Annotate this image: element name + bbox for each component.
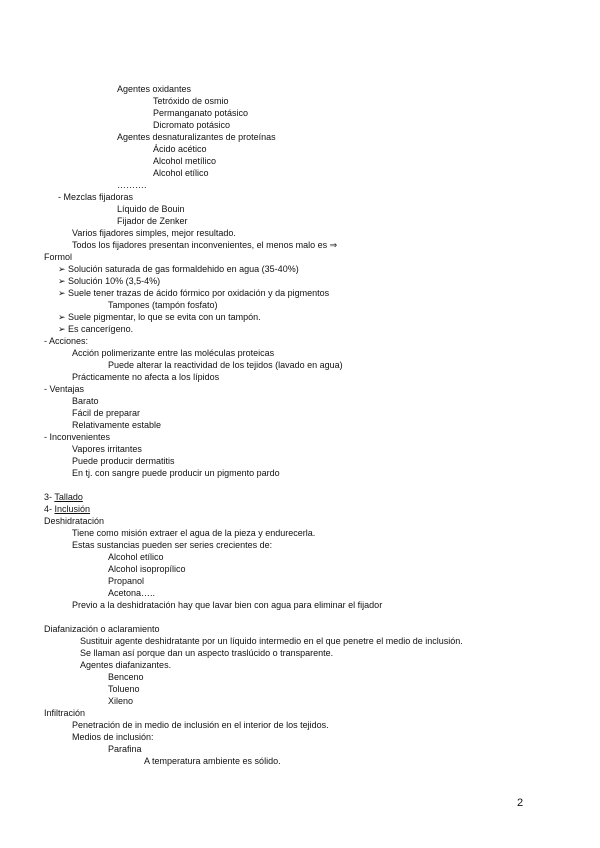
text-line: Benceno	[108, 672, 144, 682]
text-line: Medios de inclusión:	[72, 732, 154, 742]
text-line: Fijador de Zenker	[117, 216, 188, 226]
text-line: Sustituir agente deshidratante por un líquido intermedio en el que penetre el medio de inclusión.	[80, 636, 463, 646]
text-line: Diafanización o aclaramiento	[44, 624, 160, 634]
text-line: En tj. con sangre puede producir un pigmento pardo	[72, 468, 280, 478]
text-line: - Mezclas fijadoras	[58, 192, 134, 202]
text-line: Estas sustancias pueden ser series crecientes de:	[72, 540, 273, 550]
text-line: Líquido de Bouin	[117, 204, 185, 214]
bullet-item: ➢ Suele pigmentar, lo que se evita con un tampón.	[58, 312, 261, 322]
text-line: Propanol	[108, 576, 145, 586]
text-line: Vapores irritantes	[72, 444, 142, 454]
text-line: Barato	[72, 396, 99, 406]
text-line: Todos los fijadores presentan inconvenientes, el menos malo es ⇒	[72, 240, 338, 250]
bullet-item: ➢ Solución 10% (3,5-4%)	[58, 276, 161, 286]
text-line: Tetróxido de osmio	[153, 96, 229, 106]
text-line: Dicromato potásico	[153, 120, 231, 130]
text-line: Agentes oxidantes	[117, 84, 192, 94]
text-line: Tolueno	[108, 684, 140, 694]
text-line: Puede alterar la reactividad de los tejidos (lavado en agua)	[108, 360, 343, 370]
text-line: - Acciones:	[44, 336, 89, 346]
section-title: Inclusión	[54, 504, 91, 514]
page-number: 2	[517, 797, 524, 809]
text-line: Puede producir dermatitis	[72, 456, 175, 466]
text-line: Alcohol metílico	[153, 156, 217, 166]
bullet-item: ➢ Suele tener trazas de ácido fórmico por oxidación y da pigmentos	[58, 288, 330, 298]
text-line: Acción polimerizante entre las moléculas proteicas	[72, 348, 275, 358]
section-number: 3-	[44, 492, 55, 502]
text-line: Parafina	[108, 744, 142, 754]
text-line: Agentes diafanizantes.	[80, 660, 172, 670]
text-line: Deshidratación	[44, 516, 105, 526]
text-line: ……….	[117, 180, 147, 190]
bullet-item: ➢ Solución saturada de gas formaldehido en agua (35-40%)	[58, 264, 299, 274]
text-line: Tampones (tampón fosfato)	[108, 300, 218, 310]
text-line: Alcohol isopropílico	[108, 564, 186, 574]
text-line: Previo a la deshidratación hay que lavar bien con agua para eliminar el fijador	[72, 600, 383, 610]
section-heading	[44, 504, 90, 515]
text-line: A temperatura ambiente es sólido.	[144, 756, 281, 766]
text-line: Tiene como misión extraer el agua de la pieza y endurecerla.	[72, 528, 316, 538]
text-line: Fácil de preparar	[72, 408, 141, 418]
text-line: Alcohol etílico	[108, 552, 164, 562]
text-line: Permanganato potásico	[153, 108, 249, 118]
text-line: Ácido acético	[153, 144, 207, 154]
section-heading	[44, 492, 83, 503]
bullet-item: ➢ Es cancerígeno.	[58, 324, 134, 334]
section-title: Tallado	[54, 492, 83, 502]
text-line: Varios fijadores simples, mejor resultado.	[72, 228, 236, 238]
text-line: Relativamente estable	[72, 420, 162, 430]
text-line: Se llaman así porque dan un aspecto traslúcido o transparente.	[80, 648, 334, 658]
section-number: 4-	[44, 504, 55, 514]
text-line: Prácticamente no afecta a los lípidos	[72, 372, 220, 382]
text-line: Alcohol etílico	[153, 168, 209, 178]
text-line: Acetona…..	[108, 588, 156, 598]
text-line: Formol	[44, 252, 73, 262]
text-line: Agentes desnaturalizantes de proteínas	[117, 132, 276, 142]
text-line: - Inconvenientes	[44, 432, 111, 442]
text-line: Infiltración	[44, 708, 86, 718]
text-line: Xileno	[108, 696, 134, 706]
text-line: Penetración de in medio de inclusión en el interior de los tejidos.	[72, 720, 329, 730]
text-line: - Ventajas	[44, 384, 85, 394]
